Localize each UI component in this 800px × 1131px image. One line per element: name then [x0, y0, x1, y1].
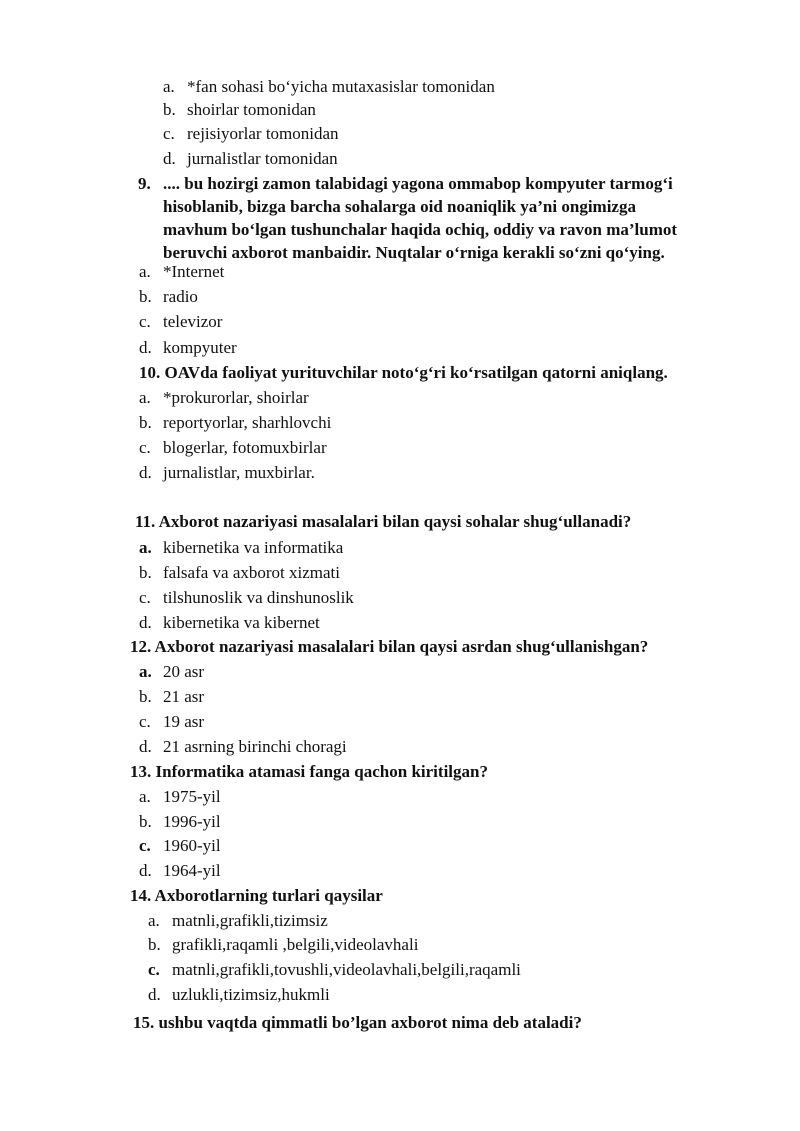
option-text: rejisiyorlar tomonidan	[187, 124, 339, 143]
option-text: matnli,grafikli,tovushli,videolavhali,belgili,raqamli	[172, 960, 521, 979]
option-letter: a.	[139, 538, 152, 557]
option-letter: c.	[139, 836, 151, 855]
option-letter: c.	[139, 588, 151, 607]
option-text: 1960-yil	[163, 836, 221, 855]
option-letter: b.	[139, 413, 152, 432]
q10-question: 10. OAVda faoliyat yurituvchilar noto‘g‘ri ko‘rsatilgan qatorni aniqlang.	[139, 363, 668, 382]
q13-question: 13. Informatika atamasi fanga qachon kiritilgan?	[130, 762, 488, 781]
option-text: blogerlar, fotomuxbirlar	[163, 438, 327, 457]
q11-option-c	[139, 588, 354, 608]
option-text: 21 asrning birinchi choragi	[163, 737, 347, 756]
option-text: matnli,grafikli,tizimsiz	[172, 911, 328, 930]
option-letter: d.	[139, 463, 152, 482]
q13-option-a	[139, 787, 221, 807]
q12-option-d	[139, 737, 347, 757]
option-text: 21 asr	[163, 687, 205, 706]
q13-option-b	[139, 812, 221, 832]
q9-option-a	[139, 262, 224, 282]
q14-option-b	[148, 935, 418, 955]
option-letter: b.	[139, 687, 152, 706]
option-text: radio	[163, 287, 198, 306]
option-letter: c.	[163, 124, 175, 143]
q9-option-c	[139, 312, 222, 332]
option-letter: d.	[139, 338, 152, 357]
option-letter: a.	[139, 787, 151, 806]
option-text: 1996-yil	[163, 812, 221, 831]
option-text: kibernetika va informatika	[163, 538, 344, 557]
option-letter: d.	[139, 613, 152, 632]
option-letter: b.	[139, 812, 152, 831]
q13-option-c	[139, 836, 221, 856]
q8-option-b	[163, 100, 316, 120]
q9-text-line: mavhum bo‘lgan tushunchalar haqida ochiq, oddiy va ravon ma’lumot	[163, 220, 678, 239]
option-letter: d.	[148, 985, 161, 1004]
q14-question: 14. Axborotlarning turlari qaysilar	[130, 886, 383, 905]
option-text: kibernetika va kibernet	[163, 613, 320, 632]
option-text: jurnalistlar tomonidan	[187, 149, 338, 168]
option-text: *prokurorlar, shoirlar	[163, 388, 309, 407]
q8-option-c	[163, 124, 339, 144]
option-letter: d.	[139, 737, 152, 756]
option-text: kompyuter	[163, 338, 237, 357]
q12-option-a	[139, 662, 204, 682]
q9-text-line: beruvchi axborot manbaidir. Nuqtalar o‘rniga kerakli so‘zni qo‘ying.	[163, 243, 665, 262]
q10-option-c	[139, 438, 327, 458]
q8-option-a	[163, 77, 495, 97]
q11-option-b	[139, 563, 340, 583]
option-text: 19 asr	[163, 712, 205, 731]
q11-question: 11. Axborot nazariyasi masalalari bilan qaysi sohalar shug‘ullanadi?	[135, 512, 632, 531]
q12-option-c	[139, 712, 204, 732]
q13-option-d	[139, 861, 221, 881]
option-text: tilshunoslik va dinshunoslik	[163, 588, 354, 607]
option-text: 1975-yil	[163, 787, 221, 806]
q9-number: 9.	[138, 174, 151, 193]
q12-option-b	[139, 687, 204, 707]
option-letter: b.	[139, 563, 152, 582]
option-letter: c.	[139, 712, 151, 731]
option-text: jurnalistlar, muxbirlar.	[163, 463, 315, 482]
option-letter: a.	[163, 77, 175, 96]
q11-option-a	[139, 538, 343, 558]
option-text: 1964-yil	[163, 861, 221, 880]
q9-text-line: .... bu hozirgi zamon talabidagi yagona ommabop kompyuter tarmog‘i	[163, 174, 673, 193]
option-text: uzlukli,tizimsiz,hukmli	[172, 985, 330, 1004]
q9-option-d	[139, 338, 237, 358]
option-letter: d.	[163, 149, 176, 168]
q8-option-d	[163, 149, 338, 169]
option-letter: a.	[139, 262, 151, 281]
q12-question: 12. Axborot nazariyasi masalalari bilan qaysi asrdan shug‘ullanishgan?	[130, 637, 649, 656]
option-text: grafikli,raqamli ,belgili,videolavhali	[172, 935, 419, 954]
q9-text-line: hisoblanib, bizga barcha sohalarga oid noaniqlik ya’ni ongimizga	[163, 197, 636, 216]
q10-option-d	[139, 463, 315, 483]
option-letter: a.	[139, 662, 152, 681]
option-letter: b.	[148, 935, 161, 954]
option-letter: b.	[163, 100, 176, 119]
option-text: *fan sohasi bo‘yicha mutaxasislar tomonidan	[187, 77, 495, 96]
option-text: shoirlar tomonidan	[187, 100, 316, 119]
q11-option-d	[139, 613, 320, 633]
option-letter: d.	[139, 861, 152, 880]
q14-option-c	[148, 960, 521, 980]
option-letter: b.	[139, 287, 152, 306]
option-letter: c.	[139, 438, 151, 457]
option-letter: a.	[139, 388, 151, 407]
option-text: reportyorlar, sharhlovchi	[163, 413, 332, 432]
q10-option-b	[139, 413, 331, 433]
q10-option-a	[139, 388, 309, 408]
q15-question: 15. ushbu vaqtda qimmatli bo’lgan axborot nima deb ataladi?	[133, 1013, 582, 1032]
option-letter: c.	[139, 312, 151, 331]
option-text: *Internet	[163, 262, 225, 281]
option-letter: c.	[148, 960, 160, 979]
option-text: 20 asr	[163, 662, 205, 681]
option-text: falsafa va axborot xizmati	[163, 563, 341, 582]
q9-option-b	[139, 287, 198, 307]
q14-option-a	[148, 911, 328, 931]
option-letter: a.	[148, 911, 160, 930]
q14-option-d	[148, 985, 330, 1005]
option-text: televizor	[163, 312, 223, 331]
